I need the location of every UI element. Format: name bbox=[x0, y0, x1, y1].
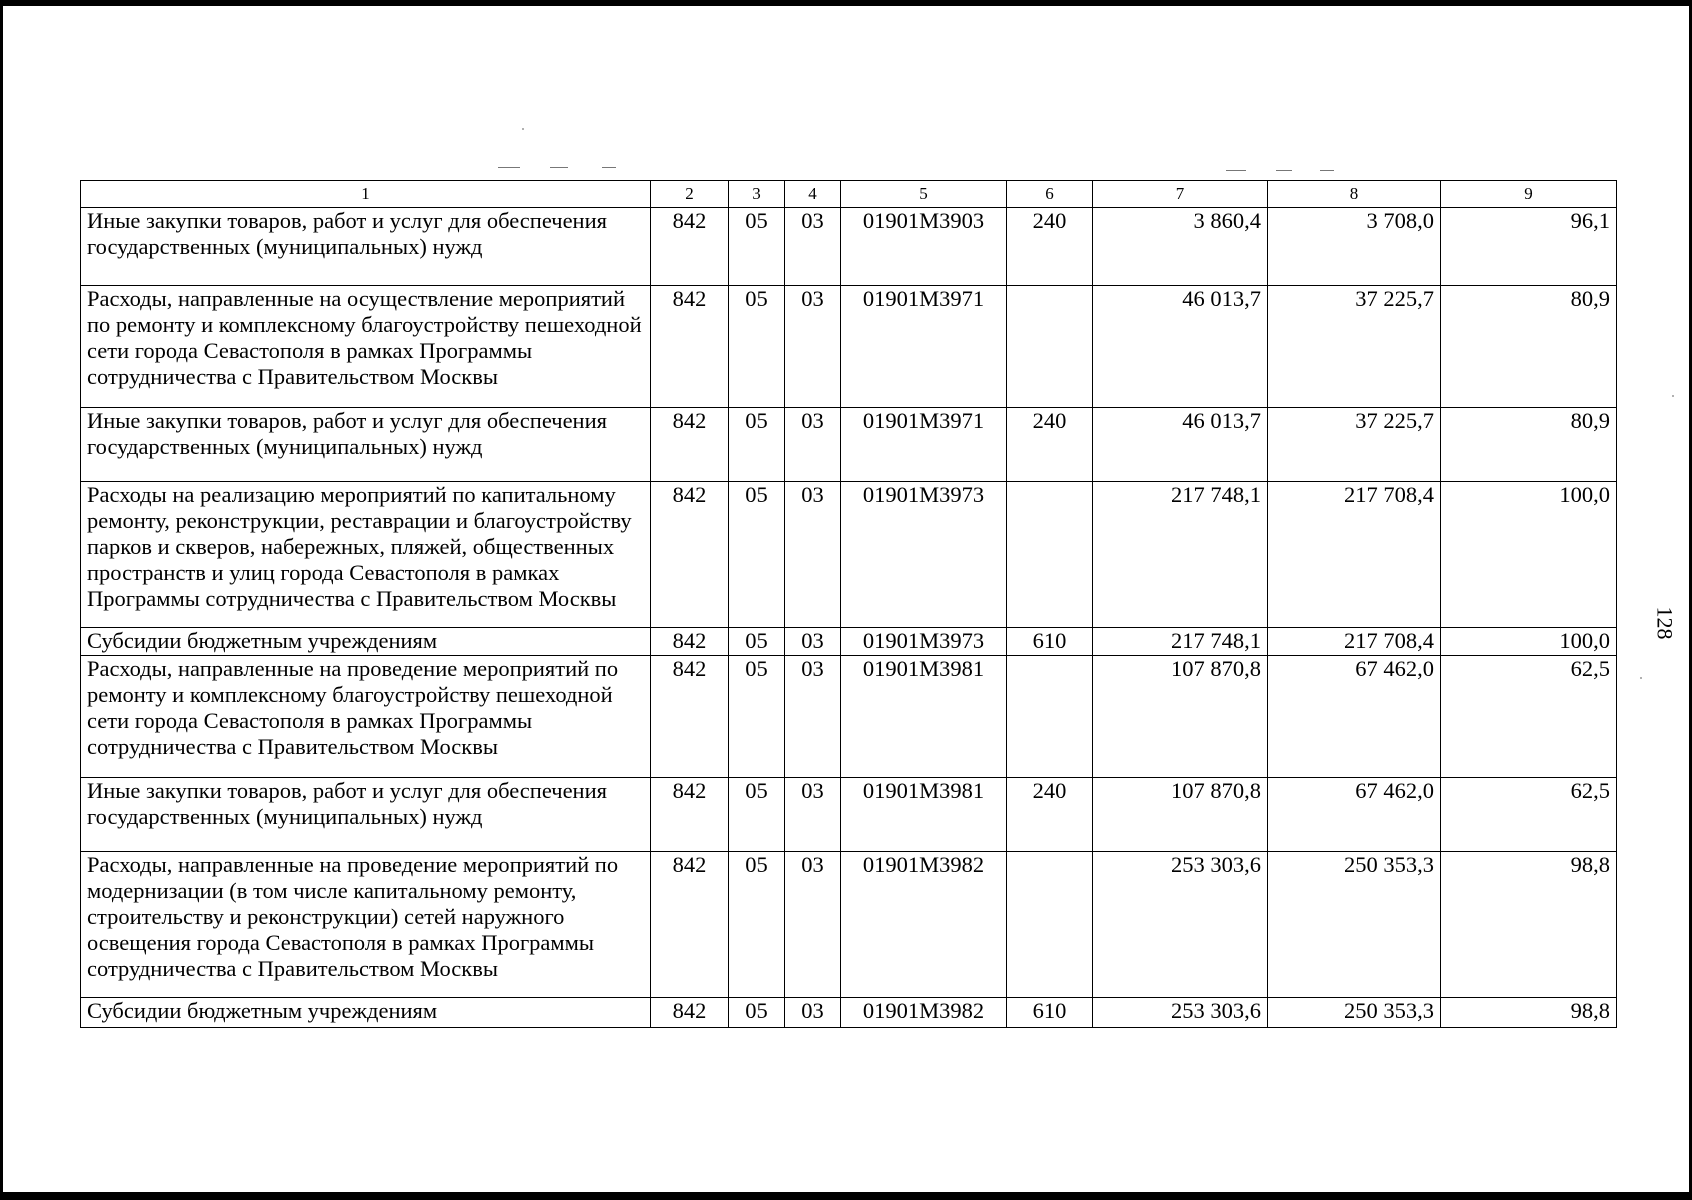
expense-name: Иные закупки товаров, работ и услуг для обеспечения государственных (муниципальных) нужд bbox=[81, 778, 651, 852]
section-code: 05 bbox=[729, 656, 785, 778]
target-article-code: 01901М3973 bbox=[841, 628, 1007, 656]
page-number: 128 bbox=[1652, 606, 1678, 640]
scan-artifact bbox=[550, 167, 568, 168]
ministry-code: 842 bbox=[651, 998, 729, 1028]
subsection-code: 03 bbox=[785, 408, 841, 482]
expense-type-code: 240 bbox=[1007, 408, 1093, 482]
expense-name: Субсидии бюджетным учреждениям bbox=[81, 998, 651, 1028]
executed-amount: 250 353,3 bbox=[1268, 998, 1441, 1028]
executed-amount: 37 225,7 bbox=[1268, 286, 1441, 408]
expense-type-code bbox=[1007, 852, 1093, 998]
section-code: 05 bbox=[729, 778, 785, 852]
target-article-code: 01901М3971 bbox=[841, 286, 1007, 408]
scan-speck bbox=[522, 128, 524, 130]
expense-name: Иные закупки товаров, работ и услуг для обеспечения государственных (муниципальных) нужд bbox=[81, 408, 651, 482]
scan-artifact bbox=[1320, 170, 1334, 171]
executed-amount: 67 462,0 bbox=[1268, 656, 1441, 778]
column-number: 9 bbox=[1441, 181, 1617, 208]
expense-name: Иные закупки товаров, работ и услуг для обеспечения государственных (муниципальных) нужд bbox=[81, 208, 651, 286]
expense-name: Расходы, направленные на осуществление мероприятий по ремонту и комплексному благоустройству пешеходной сети города Севастополя в рамках Программы сотрудничества с Правительством Москвы bbox=[81, 286, 651, 408]
expense-name: Расходы, направленные на проведение мероприятий по модернизации (в том числе капитальному ремонту, строительству и реконструкции) сетей наружного освещения города Севастополя в рамках Программы сотрудничества с Правительством Москвы bbox=[81, 852, 651, 998]
subsection-code: 03 bbox=[785, 852, 841, 998]
budget-table bbox=[80, 180, 1617, 1028]
ministry-code: 842 bbox=[651, 408, 729, 482]
executed-amount: 250 353,3 bbox=[1268, 852, 1441, 998]
execution-percent: 80,9 bbox=[1441, 408, 1617, 482]
table-row bbox=[81, 286, 1617, 408]
expense-name: Расходы на реализацию мероприятий по капитальному ремонту, реконструкции, реставрации и благоустройству парков и скверов, набережных, пляжей, общественных пространств и улиц города Севастополя в рамках Программы сотрудничества с Правительством Москвы bbox=[81, 482, 651, 628]
target-article-code: 01901М3903 bbox=[841, 208, 1007, 286]
ministry-code: 842 bbox=[651, 656, 729, 778]
execution-percent: 98,8 bbox=[1441, 852, 1617, 998]
execution-percent: 62,5 bbox=[1441, 656, 1617, 778]
subsection-code: 03 bbox=[785, 208, 841, 286]
expense-name: Субсидии бюджетным учреждениям bbox=[81, 628, 651, 656]
ministry-code: 842 bbox=[651, 208, 729, 286]
expense-type-code: 240 bbox=[1007, 778, 1093, 852]
subsection-code: 03 bbox=[785, 778, 841, 852]
column-number: 1 bbox=[81, 181, 651, 208]
column-number: 3 bbox=[729, 181, 785, 208]
column-number: 5 bbox=[841, 181, 1007, 208]
column-number: 4 bbox=[785, 181, 841, 208]
section-code: 05 bbox=[729, 208, 785, 286]
approved-amount: 253 303,6 bbox=[1093, 998, 1268, 1028]
target-article-code: 01901М3973 bbox=[841, 482, 1007, 628]
column-number: 8 bbox=[1268, 181, 1441, 208]
column-number-row bbox=[81, 181, 1617, 208]
table-row bbox=[81, 998, 1617, 1028]
execution-percent: 62,5 bbox=[1441, 778, 1617, 852]
expense-type-code bbox=[1007, 656, 1093, 778]
executed-amount: 217 708,4 bbox=[1268, 628, 1441, 656]
section-code: 05 bbox=[729, 408, 785, 482]
scan-artifact bbox=[498, 167, 520, 168]
subsection-code: 03 bbox=[785, 628, 841, 656]
target-article-code: 01901М3971 bbox=[841, 408, 1007, 482]
execution-percent: 100,0 bbox=[1441, 482, 1617, 628]
execution-percent: 96,1 bbox=[1441, 208, 1617, 286]
approved-amount: 107 870,8 bbox=[1093, 656, 1268, 778]
expense-name: Расходы, направленные на проведение мероприятий по ремонту и комплексному благоустройству пешеходной сети города Севастополя в рамках Программы сотрудничества с Правительством Москвы bbox=[81, 656, 651, 778]
table-row bbox=[81, 628, 1617, 656]
executed-amount: 217 708,4 bbox=[1268, 482, 1441, 628]
approved-amount: 217 748,1 bbox=[1093, 628, 1268, 656]
section-code: 05 bbox=[729, 286, 785, 408]
ministry-code: 842 bbox=[651, 482, 729, 628]
approved-amount: 46 013,7 bbox=[1093, 408, 1268, 482]
expense-type-code: 240 bbox=[1007, 208, 1093, 286]
section-code: 05 bbox=[729, 852, 785, 998]
approved-amount: 107 870,8 bbox=[1093, 778, 1268, 852]
section-code: 05 bbox=[729, 482, 785, 628]
execution-percent: 100,0 bbox=[1441, 628, 1617, 656]
expense-type-code bbox=[1007, 286, 1093, 408]
scan-speck bbox=[1640, 677, 1642, 679]
scan-artifact bbox=[1276, 170, 1292, 171]
table-row bbox=[81, 208, 1617, 286]
approved-amount: 217 748,1 bbox=[1093, 482, 1268, 628]
executed-amount: 67 462,0 bbox=[1268, 778, 1441, 852]
table-row bbox=[81, 408, 1617, 482]
subsection-code: 03 bbox=[785, 482, 841, 628]
column-number: 7 bbox=[1093, 181, 1268, 208]
section-code: 05 bbox=[729, 628, 785, 656]
expense-type-code bbox=[1007, 482, 1093, 628]
table-row bbox=[81, 778, 1617, 852]
scan-artifact bbox=[602, 167, 616, 168]
section-code: 05 bbox=[729, 998, 785, 1028]
ministry-code: 842 bbox=[651, 628, 729, 656]
scan-speck bbox=[1672, 395, 1674, 397]
table-row bbox=[81, 656, 1617, 778]
target-article-code: 01901М3981 bbox=[841, 656, 1007, 778]
subsection-code: 03 bbox=[785, 998, 841, 1028]
expense-type-code: 610 bbox=[1007, 628, 1093, 656]
ministry-code: 842 bbox=[651, 778, 729, 852]
column-number: 2 bbox=[651, 181, 729, 208]
executed-amount: 37 225,7 bbox=[1268, 408, 1441, 482]
target-article-code: 01901М3982 bbox=[841, 998, 1007, 1028]
execution-percent: 80,9 bbox=[1441, 286, 1617, 408]
approved-amount: 46 013,7 bbox=[1093, 286, 1268, 408]
expense-type-code: 610 bbox=[1007, 998, 1093, 1028]
target-article-code: 01901М3981 bbox=[841, 778, 1007, 852]
table-row bbox=[81, 482, 1617, 628]
ministry-code: 842 bbox=[651, 286, 729, 408]
table-row bbox=[81, 852, 1617, 998]
ministry-code: 842 bbox=[651, 852, 729, 998]
approved-amount: 3 860,4 bbox=[1093, 208, 1268, 286]
executed-amount: 3 708,0 bbox=[1268, 208, 1441, 286]
scan-artifact bbox=[1226, 170, 1246, 171]
subsection-code: 03 bbox=[785, 286, 841, 408]
execution-percent: 98,8 bbox=[1441, 998, 1617, 1028]
column-number: 6 bbox=[1007, 181, 1093, 208]
approved-amount: 253 303,6 bbox=[1093, 852, 1268, 998]
subsection-code: 03 bbox=[785, 656, 841, 778]
target-article-code: 01901М3982 bbox=[841, 852, 1007, 998]
